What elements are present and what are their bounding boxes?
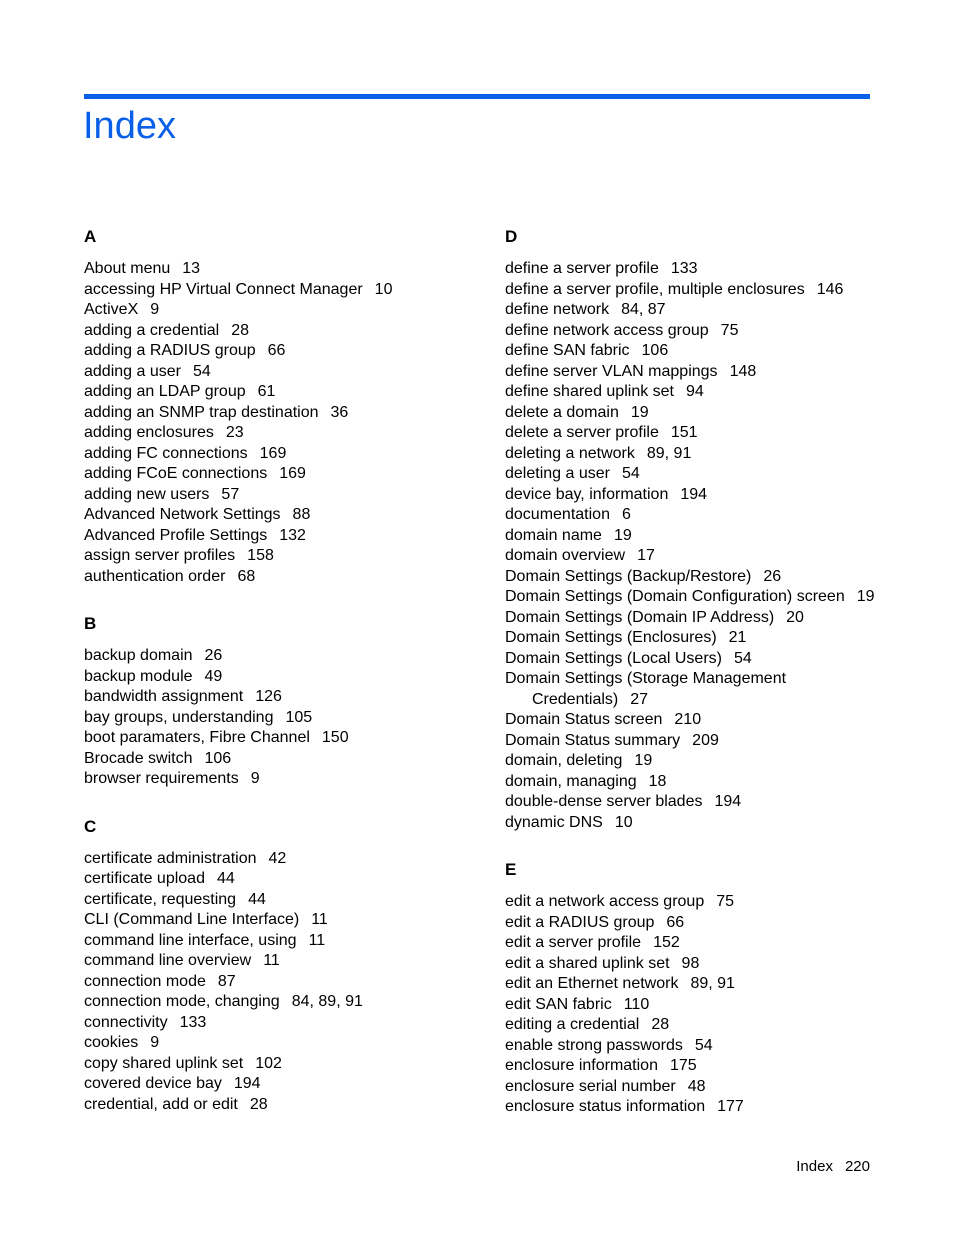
entry-page-ref[interactable]: 19 bbox=[613, 526, 632, 544]
entry-term: bandwidth assignment bbox=[84, 688, 244, 705]
entry-page-ref[interactable]: 28 bbox=[231, 321, 250, 339]
index-entry bbox=[84, 362, 514, 383]
index-entry bbox=[84, 910, 514, 931]
index-entry bbox=[84, 423, 514, 444]
entry-page-ref[interactable]: 17 bbox=[637, 547, 655, 564]
entry-term: editing a credential bbox=[505, 1016, 640, 1033]
entry-page-ref[interactable]: 9 bbox=[150, 1034, 160, 1051]
entry-page-ref[interactable]: 106 bbox=[641, 342, 669, 359]
entry-page-ref[interactable]: 106 bbox=[204, 749, 232, 767]
entry-term: Domain Status screen bbox=[505, 711, 663, 728]
section-gap bbox=[84, 587, 514, 607]
entry-term: assign server profiles bbox=[84, 547, 236, 564]
index-entry bbox=[505, 587, 935, 608]
index-entry bbox=[505, 546, 935, 567]
entry-page-ref[interactable]: 169 bbox=[279, 465, 306, 482]
entry-page-ref[interactable]: 11 bbox=[308, 931, 326, 949]
entry-term: accessing HP Virtual Connect Manager bbox=[84, 280, 363, 298]
entry-page-ref[interactable]: 175 bbox=[669, 1057, 697, 1074]
entry-term: command line interface, using bbox=[84, 931, 297, 949]
entry-page-ref[interactable]: 150 bbox=[321, 729, 349, 746]
entry-term: edit a RADIUS group bbox=[505, 913, 655, 931]
entry-page-ref[interactable]: 66 bbox=[267, 342, 286, 359]
section-letter: D bbox=[505, 227, 518, 246]
entry-term-continued bbox=[505, 690, 935, 711]
index-entry bbox=[505, 1015, 935, 1036]
index-entry bbox=[84, 951, 514, 972]
entry-term: browser requirements bbox=[84, 770, 239, 787]
entry-term: adding a user bbox=[84, 362, 181, 380]
entry-page-ref[interactable]: 18 bbox=[648, 772, 667, 790]
footer-page-number: 220 bbox=[844, 1158, 870, 1175]
entry-page-ref[interactable]: 10 bbox=[374, 280, 393, 298]
entry-page-ref[interactable]: 23 bbox=[225, 424, 244, 441]
index-entry bbox=[505, 382, 935, 403]
index-entry-list bbox=[505, 259, 935, 833]
index-entry bbox=[505, 892, 935, 913]
entry-page-ref[interactable]: 21 bbox=[728, 629, 747, 646]
index-entry bbox=[505, 403, 935, 424]
entry-page-ref[interactable]: 44 bbox=[216, 870, 235, 887]
entry-term: documentation bbox=[505, 506, 610, 523]
entry-page-ref[interactable]: 44 bbox=[248, 890, 266, 908]
entry-page-ref[interactable]: 105 bbox=[285, 708, 313, 726]
entry-term: authentication order bbox=[84, 567, 226, 585]
index-entry bbox=[84, 259, 514, 280]
entry-page-ref[interactable]: 11 bbox=[311, 911, 328, 928]
entry-term: domain name bbox=[505, 526, 602, 544]
entry-term: boot paramaters, Fibre Channel bbox=[84, 729, 310, 746]
entry-term: enable strong passwords bbox=[505, 1036, 683, 1054]
entry-page-ref[interactable]: 66 bbox=[666, 913, 685, 931]
entry-term: Domain Settings (Domain Configuration) screen bbox=[505, 588, 845, 605]
index-entry bbox=[505, 341, 935, 362]
entry-term: adding new users bbox=[84, 485, 210, 503]
entry-page-ref[interactable]: 6 bbox=[621, 506, 631, 523]
index-entry bbox=[505, 628, 935, 649]
entry-page-ref[interactable]: 75 bbox=[716, 893, 735, 910]
index-entry bbox=[505, 913, 935, 934]
entry-page-ref[interactable]: 49 bbox=[204, 667, 223, 685]
entry-page-ref[interactable]: 54 bbox=[192, 362, 211, 380]
index-column-right bbox=[505, 220, 935, 1118]
entry-page-ref[interactable]: 28 bbox=[651, 1016, 670, 1033]
index-entry bbox=[84, 646, 514, 667]
entry-page-ref[interactable]: 10 bbox=[614, 813, 633, 831]
index-entry bbox=[505, 1036, 935, 1057]
index-entry bbox=[505, 444, 935, 465]
index-entry bbox=[84, 382, 514, 403]
entry-term: enclosure status information bbox=[505, 1098, 706, 1115]
entry-term: define SAN fabric bbox=[505, 342, 630, 359]
index-entry bbox=[84, 972, 514, 993]
page-footer bbox=[796, 1157, 870, 1177]
index-entry bbox=[505, 1077, 935, 1098]
entry-term: copy shared uplink set bbox=[84, 1054, 244, 1072]
section-gap bbox=[84, 790, 514, 810]
entry-term: delete a server profile bbox=[505, 424, 659, 441]
index-entry bbox=[84, 749, 514, 770]
index-entry bbox=[84, 505, 514, 526]
entry-term: define shared uplink set bbox=[505, 383, 674, 400]
index-entry bbox=[84, 728, 514, 749]
entry-page-ref[interactable]: 194 bbox=[233, 1075, 261, 1092]
index-entry bbox=[84, 526, 514, 547]
index-entry bbox=[505, 423, 935, 444]
entry-page-ref[interactable]: 42 bbox=[268, 849, 287, 867]
entry-term: adding an SNMP trap destination bbox=[84, 403, 319, 421]
index-entry bbox=[505, 321, 935, 342]
entry-page-ref[interactable]: 9 bbox=[250, 770, 260, 787]
index-entry bbox=[84, 321, 514, 342]
entry-term: adding an LDAP group bbox=[84, 383, 246, 400]
entry-page-ref[interactable]: 19 bbox=[630, 403, 649, 421]
index-entry bbox=[84, 300, 514, 321]
entry-page-ref[interactable]: 88 bbox=[292, 506, 311, 523]
index-entry-list bbox=[84, 646, 514, 790]
entry-term: command line overview bbox=[84, 952, 252, 969]
entry-term: device bay, information bbox=[505, 485, 669, 503]
entry-page-ref[interactable]: 36 bbox=[330, 403, 349, 421]
entry-term: Advanced Profile Settings bbox=[84, 526, 268, 544]
entry-page-ref[interactable]: 54 bbox=[694, 1036, 713, 1054]
index-entry bbox=[84, 444, 514, 465]
section-letter: B bbox=[84, 614, 97, 633]
index-entry bbox=[84, 667, 514, 688]
index-entry bbox=[505, 1097, 935, 1118]
entry-page-ref[interactable]: 19 bbox=[856, 588, 875, 605]
entry-term: Domain Settings (Backup/Restore) bbox=[505, 567, 752, 585]
entry-term: domain overview bbox=[505, 547, 626, 564]
entry-term: adding FCoE connections bbox=[84, 465, 268, 482]
index-entry bbox=[505, 505, 935, 526]
entry-term: domain, managing bbox=[505, 772, 637, 790]
entry-term: ActiveX bbox=[84, 301, 139, 318]
entry-term: certificate administration bbox=[84, 849, 257, 867]
entry-term: connection mode, changing bbox=[84, 993, 280, 1010]
index-entry bbox=[505, 669, 935, 710]
index-entry bbox=[505, 300, 935, 321]
index-entry bbox=[505, 813, 935, 834]
entry-term: certificate upload bbox=[84, 870, 205, 887]
index-entry bbox=[505, 259, 935, 280]
entry-page-ref[interactable]: 87 bbox=[217, 972, 236, 990]
index-entry bbox=[84, 546, 514, 567]
index-section-e bbox=[505, 853, 935, 1118]
index-entry bbox=[505, 485, 935, 506]
index-entry bbox=[505, 1056, 935, 1077]
index-entry bbox=[505, 567, 935, 588]
index-section-a bbox=[84, 220, 514, 587]
entry-page-ref[interactable]: 146 bbox=[816, 280, 844, 298]
footer-label: Index bbox=[796, 1158, 833, 1175]
entry-page-ref[interactable]: 151 bbox=[670, 424, 698, 441]
entry-term: edit a shared uplink set bbox=[505, 954, 670, 972]
index-entry bbox=[84, 869, 514, 890]
section-letter: C bbox=[84, 816, 97, 836]
entry-term: define a server profile bbox=[505, 260, 659, 277]
entry-page-ref[interactable]: 19 bbox=[634, 752, 653, 769]
index-entry bbox=[84, 931, 514, 952]
entry-term: deleting a network bbox=[505, 444, 635, 462]
index-entry bbox=[505, 792, 935, 813]
entry-term: define network access group bbox=[505, 321, 709, 339]
entry-page-ref[interactable]: 126 bbox=[255, 688, 282, 705]
index-entry bbox=[84, 890, 514, 911]
entry-term: certificate, requesting bbox=[84, 890, 237, 908]
index-entry bbox=[505, 933, 935, 954]
entry-term: edit SAN fabric bbox=[505, 995, 612, 1013]
index-entry bbox=[505, 772, 935, 793]
entry-page-ref[interactable]: 13 bbox=[182, 260, 201, 277]
entry-term: adding enclosures bbox=[84, 424, 214, 441]
entry-term: bay groups, understanding bbox=[84, 708, 274, 726]
index-column-left bbox=[84, 220, 514, 1115]
index-entry bbox=[84, 1054, 514, 1075]
entry-page-ref[interactable]: 209 bbox=[692, 731, 719, 749]
index-entry bbox=[84, 708, 514, 729]
entry-term: Domain Settings (Enclosures) bbox=[505, 629, 717, 646]
entry-page-ref[interactable]: 169 bbox=[259, 444, 287, 462]
entry-term: define a server profile, multiple enclosures bbox=[505, 280, 805, 298]
entry-page-ref[interactable]: 54 bbox=[621, 465, 640, 482]
entry-page-ref[interactable]: 158 bbox=[247, 547, 274, 564]
section-gap bbox=[505, 833, 935, 853]
index-entry bbox=[84, 567, 514, 588]
entry-page-ref[interactable]: 148 bbox=[729, 362, 757, 380]
entry-term: connection mode bbox=[84, 972, 206, 990]
entry-term: adding a RADIUS group bbox=[84, 342, 256, 359]
entry-page-ref[interactable]: 133 bbox=[179, 1013, 207, 1031]
entry-page-ref[interactable]: 210 bbox=[674, 711, 702, 728]
page-title: Index bbox=[83, 105, 176, 147]
entry-term: dynamic DNS bbox=[505, 813, 603, 831]
entry-page-ref[interactable]: 132 bbox=[279, 526, 306, 544]
entry-term: edit an Ethernet network bbox=[505, 975, 679, 992]
title-rule bbox=[84, 94, 870, 99]
entry-page-ref[interactable]: 84, 87 bbox=[621, 301, 666, 318]
entry-term: backup domain bbox=[84, 647, 193, 664]
entry-term: enclosure information bbox=[505, 1057, 658, 1074]
index-entry bbox=[84, 280, 514, 301]
index-entry-list bbox=[84, 259, 514, 587]
index-entry bbox=[505, 608, 935, 629]
entry-page-ref[interactable]: 194 bbox=[714, 793, 742, 810]
entry-term: About menu bbox=[84, 260, 171, 277]
index-entry bbox=[505, 710, 935, 731]
entry-page-ref[interactable]: 98 bbox=[681, 954, 700, 972]
index-entry bbox=[84, 464, 514, 485]
entry-page-ref[interactable]: 48 bbox=[687, 1077, 706, 1095]
entry-page-ref[interactable]: 75 bbox=[720, 321, 739, 339]
entry-term: backup module bbox=[84, 667, 193, 685]
entry-page-ref[interactable]: 102 bbox=[255, 1054, 282, 1072]
index-entry bbox=[84, 403, 514, 424]
entry-page-ref[interactable]: 133 bbox=[670, 260, 698, 277]
index-entry bbox=[84, 341, 514, 362]
index-entry bbox=[84, 1095, 514, 1116]
entry-term: CLI (Command Line Interface) bbox=[84, 911, 300, 928]
index-entry bbox=[505, 280, 935, 301]
entry-term: domain, deleting bbox=[505, 752, 623, 769]
index-entry bbox=[505, 464, 935, 485]
index-entry bbox=[84, 1033, 514, 1054]
entry-page-ref[interactable]: 20 bbox=[786, 608, 804, 626]
entry-page-ref[interactable]: 54 bbox=[733, 649, 752, 667]
entry-term: Domain Status summary bbox=[505, 731, 681, 749]
entry-page-ref[interactable]: 94 bbox=[686, 383, 704, 400]
entry-page-ref[interactable]: 89, 91 bbox=[690, 975, 735, 992]
entry-page-ref[interactable]: 26 bbox=[204, 647, 223, 664]
entry-page-ref[interactable]: 27 bbox=[630, 690, 649, 708]
index-section-c bbox=[84, 810, 514, 1116]
entry-page-ref[interactable]: 11 bbox=[263, 952, 280, 969]
entry-page-ref[interactable]: 26 bbox=[763, 567, 782, 585]
entry-term: Domain Settings (Domain IP Address) bbox=[505, 608, 775, 626]
entry-term: deleting a user bbox=[505, 465, 610, 482]
entry-page-ref[interactable]: 110 bbox=[623, 995, 650, 1013]
entry-page-ref[interactable]: 28 bbox=[249, 1095, 268, 1113]
entry-page-ref[interactable]: 89, 91 bbox=[646, 444, 692, 462]
index-entry bbox=[505, 974, 935, 995]
entry-term: adding a credential bbox=[84, 321, 220, 339]
entry-term: delete a domain bbox=[505, 403, 619, 421]
index-section-b bbox=[84, 607, 514, 790]
index-entry bbox=[505, 954, 935, 975]
entry-term: Domain Settings (Local Users) bbox=[505, 649, 722, 667]
index-entry-list bbox=[505, 892, 935, 1118]
index-entry bbox=[84, 485, 514, 506]
entry-term-continued-text: Credentials) bbox=[532, 690, 619, 708]
entry-term: define network bbox=[505, 301, 610, 318]
section-letter: A bbox=[84, 227, 97, 246]
index-entry bbox=[505, 649, 935, 670]
entry-page-ref[interactable]: 9 bbox=[150, 301, 160, 318]
entry-term: define server VLAN mappings bbox=[505, 362, 718, 380]
entry-term: edit a server profile bbox=[505, 934, 642, 951]
index-entry bbox=[84, 992, 514, 1013]
entry-page-ref[interactable]: 57 bbox=[221, 485, 240, 503]
entry-term: Advanced Network Settings bbox=[84, 506, 281, 523]
entry-page-ref[interactable]: 177 bbox=[717, 1098, 744, 1115]
entry-term: connectivity bbox=[84, 1013, 168, 1031]
entry-term: credential, add or edit bbox=[84, 1095, 238, 1113]
entry-term: Brocade switch bbox=[84, 749, 193, 767]
index-entry bbox=[505, 751, 935, 772]
index-entry bbox=[505, 526, 935, 547]
entry-term: enclosure serial number bbox=[505, 1077, 676, 1095]
entry-page-ref[interactable]: 68 bbox=[237, 567, 256, 585]
entry-term: edit a network access group bbox=[505, 893, 705, 910]
entry-page-ref[interactable]: 152 bbox=[653, 934, 680, 951]
index-entry bbox=[84, 687, 514, 708]
index-entry bbox=[505, 731, 935, 752]
section-letter: E bbox=[505, 860, 517, 879]
entry-page-ref[interactable]: 61 bbox=[257, 383, 276, 400]
index-entry bbox=[84, 849, 514, 870]
entry-term: double-dense server blades bbox=[505, 793, 703, 810]
entry-term: covered device bay bbox=[84, 1075, 222, 1092]
index-entry-list bbox=[84, 849, 514, 1116]
entry-term: adding FC connections bbox=[84, 444, 248, 462]
entry-page-ref[interactable]: 194 bbox=[680, 485, 708, 503]
index-entry bbox=[84, 769, 514, 790]
entry-term: Domain Settings (Storage Management bbox=[505, 670, 787, 687]
entry-page-ref[interactable]: 84, 89, 91 bbox=[291, 993, 363, 1010]
index-entry bbox=[505, 995, 935, 1016]
index-entry bbox=[505, 362, 935, 383]
index-section-d bbox=[505, 220, 935, 833]
entry-term: cookies bbox=[84, 1034, 139, 1051]
index-entry bbox=[84, 1074, 514, 1095]
index-entry bbox=[84, 1013, 514, 1034]
